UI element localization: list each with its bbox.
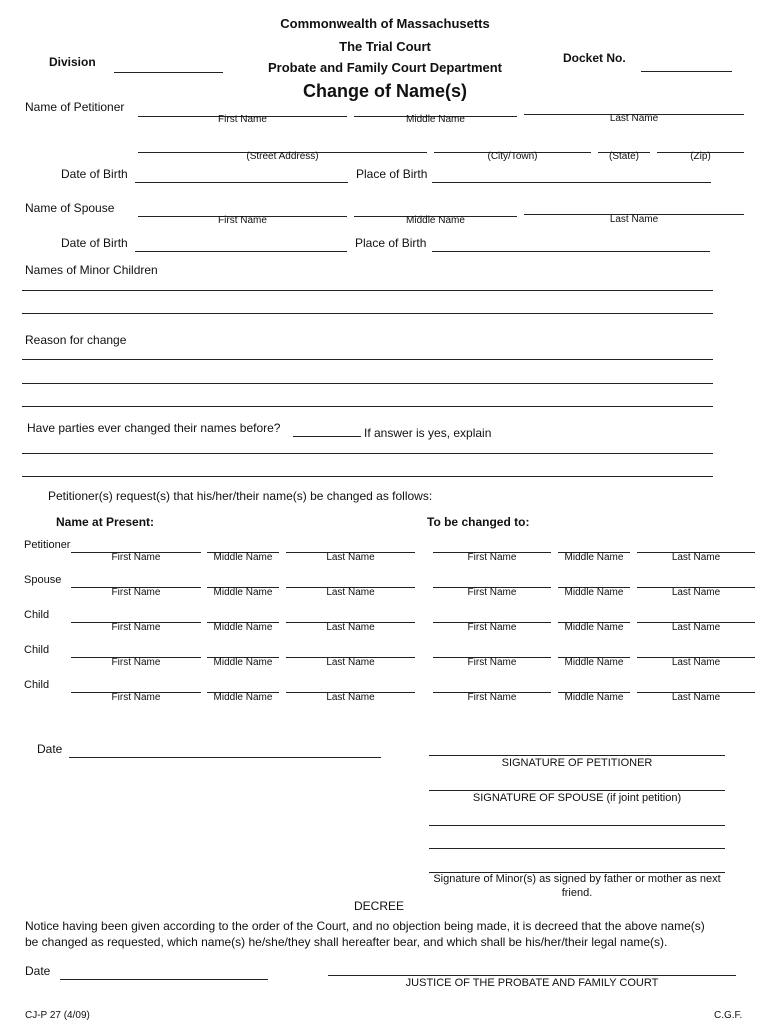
middle-name-caption: Middle Name [564,657,624,668]
first-name-caption: First Name [111,657,161,668]
reason-line-2[interactable] [22,383,713,384]
last-name-caption: Last Name [671,657,721,668]
decree-date-label: Date [25,964,51,978]
petitioner-name-label: Name of Petitioner [25,100,125,114]
name-at-present-heading: Name at Present: [56,515,155,529]
petitioner-signature-caption: SIGNATURE OF PETITIONER [501,757,653,769]
first-name-caption: First Name [111,692,161,703]
name-table-row-label: Child [24,609,50,621]
form-initials: C.G.F. [714,1010,743,1021]
decree-date-field[interactable] [60,979,268,980]
last-name-caption: Last Name [671,692,721,703]
minor-children-line-2[interactable] [22,313,713,314]
last-name-caption: Last Name [609,113,659,124]
docket-label: Docket No. [563,51,626,65]
form-id: CJ-P 27 (4/09) [25,1010,90,1021]
prior-change-explain-line-1[interactable] [22,453,713,454]
middle-name-caption: Middle Name [213,692,273,703]
justice-signature-field[interactable] [328,975,736,976]
first-name-caption: First Name [218,114,267,125]
spouse-signature-caption: SIGNATURE OF SPOUSE (if joint petition) [472,792,682,804]
prior-change-explain-label: If answer is yes, explain [364,426,492,440]
city-caption: (City/Town) [487,151,538,162]
street-caption: (Street Address) [246,151,319,162]
decree-heading: DECREE [353,899,404,913]
name-table-row-label: Child [24,644,50,656]
middle-name-caption: Middle Name [564,622,624,633]
middle-name-caption: Middle Name [564,587,624,598]
state-caption: (State) [608,151,639,162]
spouse-pob-label: Place of Birth [355,236,427,250]
middle-name-caption: Middle Name [564,692,624,703]
middle-name-caption: Middle Name [213,587,273,598]
to-be-changed-heading: To be changed to: [427,515,530,529]
minor-children-label: Names of Minor Children [25,263,158,277]
middle-name-caption: Middle Name [564,552,624,563]
last-name-caption: Last Name [326,552,375,563]
spouse-name-label: Name of Spouse [25,201,115,215]
middle-name-caption: Middle Name [213,552,273,563]
first-name-caption: First Name [467,587,517,598]
last-name-caption: Last Name [671,552,721,563]
last-name-caption: Last Name [609,214,659,225]
spouse-dob-field[interactable] [135,251,347,252]
first-name-caption: First Name [467,622,517,633]
middle-name-caption: Middle Name [406,215,465,226]
spouse-signature-field[interactable] [429,790,725,791]
prior-change-explain-line-2[interactable] [22,476,713,477]
request-statement: Petitioner(s) request(s) that his/her/their name(s) be changed as follows: [48,489,433,503]
last-name-caption: Last Name [671,622,721,633]
petitioner-pob-field[interactable] [432,182,711,183]
minor-signature-caption-line1: Signature of Minor(s) as signed by father or mother as next [433,873,721,885]
minor-signature-caption-line2: friend. [561,887,593,899]
reason-line-3[interactable] [22,406,713,407]
petitioner-dob-field[interactable] [135,182,348,183]
first-name-caption: First Name [111,622,161,633]
name-table-row-label: Petitioner [24,539,71,551]
petitioner-dob-label: Date of Birth [61,167,128,181]
form-title: Change of Name(s) [302,81,468,101]
minor-signature-field-2[interactable] [429,848,725,849]
minor-children-line-1[interactable] [22,290,713,291]
justice-signature-caption: JUSTICE OF THE PROBATE AND FAMILY COURT [405,977,659,989]
middle-name-caption: Middle Name [213,622,273,633]
court-heading: The Trial Court [339,39,431,54]
middle-name-caption: Middle Name [213,657,273,668]
last-name-caption: Last Name [671,587,721,598]
first-name-caption: First Name [467,657,517,668]
first-name-caption: First Name [218,215,267,226]
middle-name-caption: Middle Name [406,114,465,125]
first-name-caption: First Name [111,552,161,563]
minor-signature-field-1[interactable] [429,825,725,826]
last-name-caption: Last Name [326,587,375,598]
petition-date-label: Date [37,742,63,756]
first-name-caption: First Name [467,552,517,563]
name-table-row-label: Spouse [24,574,62,586]
spouse-pob-field[interactable] [432,251,710,252]
last-name-caption: Last Name [326,692,375,703]
reason-label: Reason for change [25,333,127,347]
first-name-caption: First Name [467,692,517,703]
last-name-caption: Last Name [326,622,375,633]
spouse-dob-label: Date of Birth [61,236,128,250]
prior-change-question: Have parties ever changed their names before? [27,421,281,435]
name-table-row-label: Child [24,679,50,691]
last-name-caption: Last Name [326,657,375,668]
decree-text-line1: Notice having been given according to the order of the Court, and no objection being made, it is decreed that the above name(s) [25,919,705,933]
petitioner-pob-label: Place of Birth [356,167,428,181]
decree-text-line2: be changed as requested, which name(s) he/she/they shall hereafter bear, and which shall be his/her/their legal name(s). [25,935,668,949]
first-name-caption: First Name [111,587,161,598]
petitioner-signature-field[interactable] [429,755,725,756]
prior-change-answer-field[interactable] [293,436,361,437]
department-heading: Probate and Family Court Department [267,60,503,75]
division-field[interactable] [114,72,223,73]
reason-line-1[interactable] [22,359,713,360]
petition-date-field[interactable] [69,757,381,758]
division-label: Division [49,55,96,69]
docket-number-field[interactable] [641,71,732,72]
commonwealth-heading: Commonwealth of Massachusetts [280,16,490,31]
zip-caption: (Zip) [690,151,711,162]
